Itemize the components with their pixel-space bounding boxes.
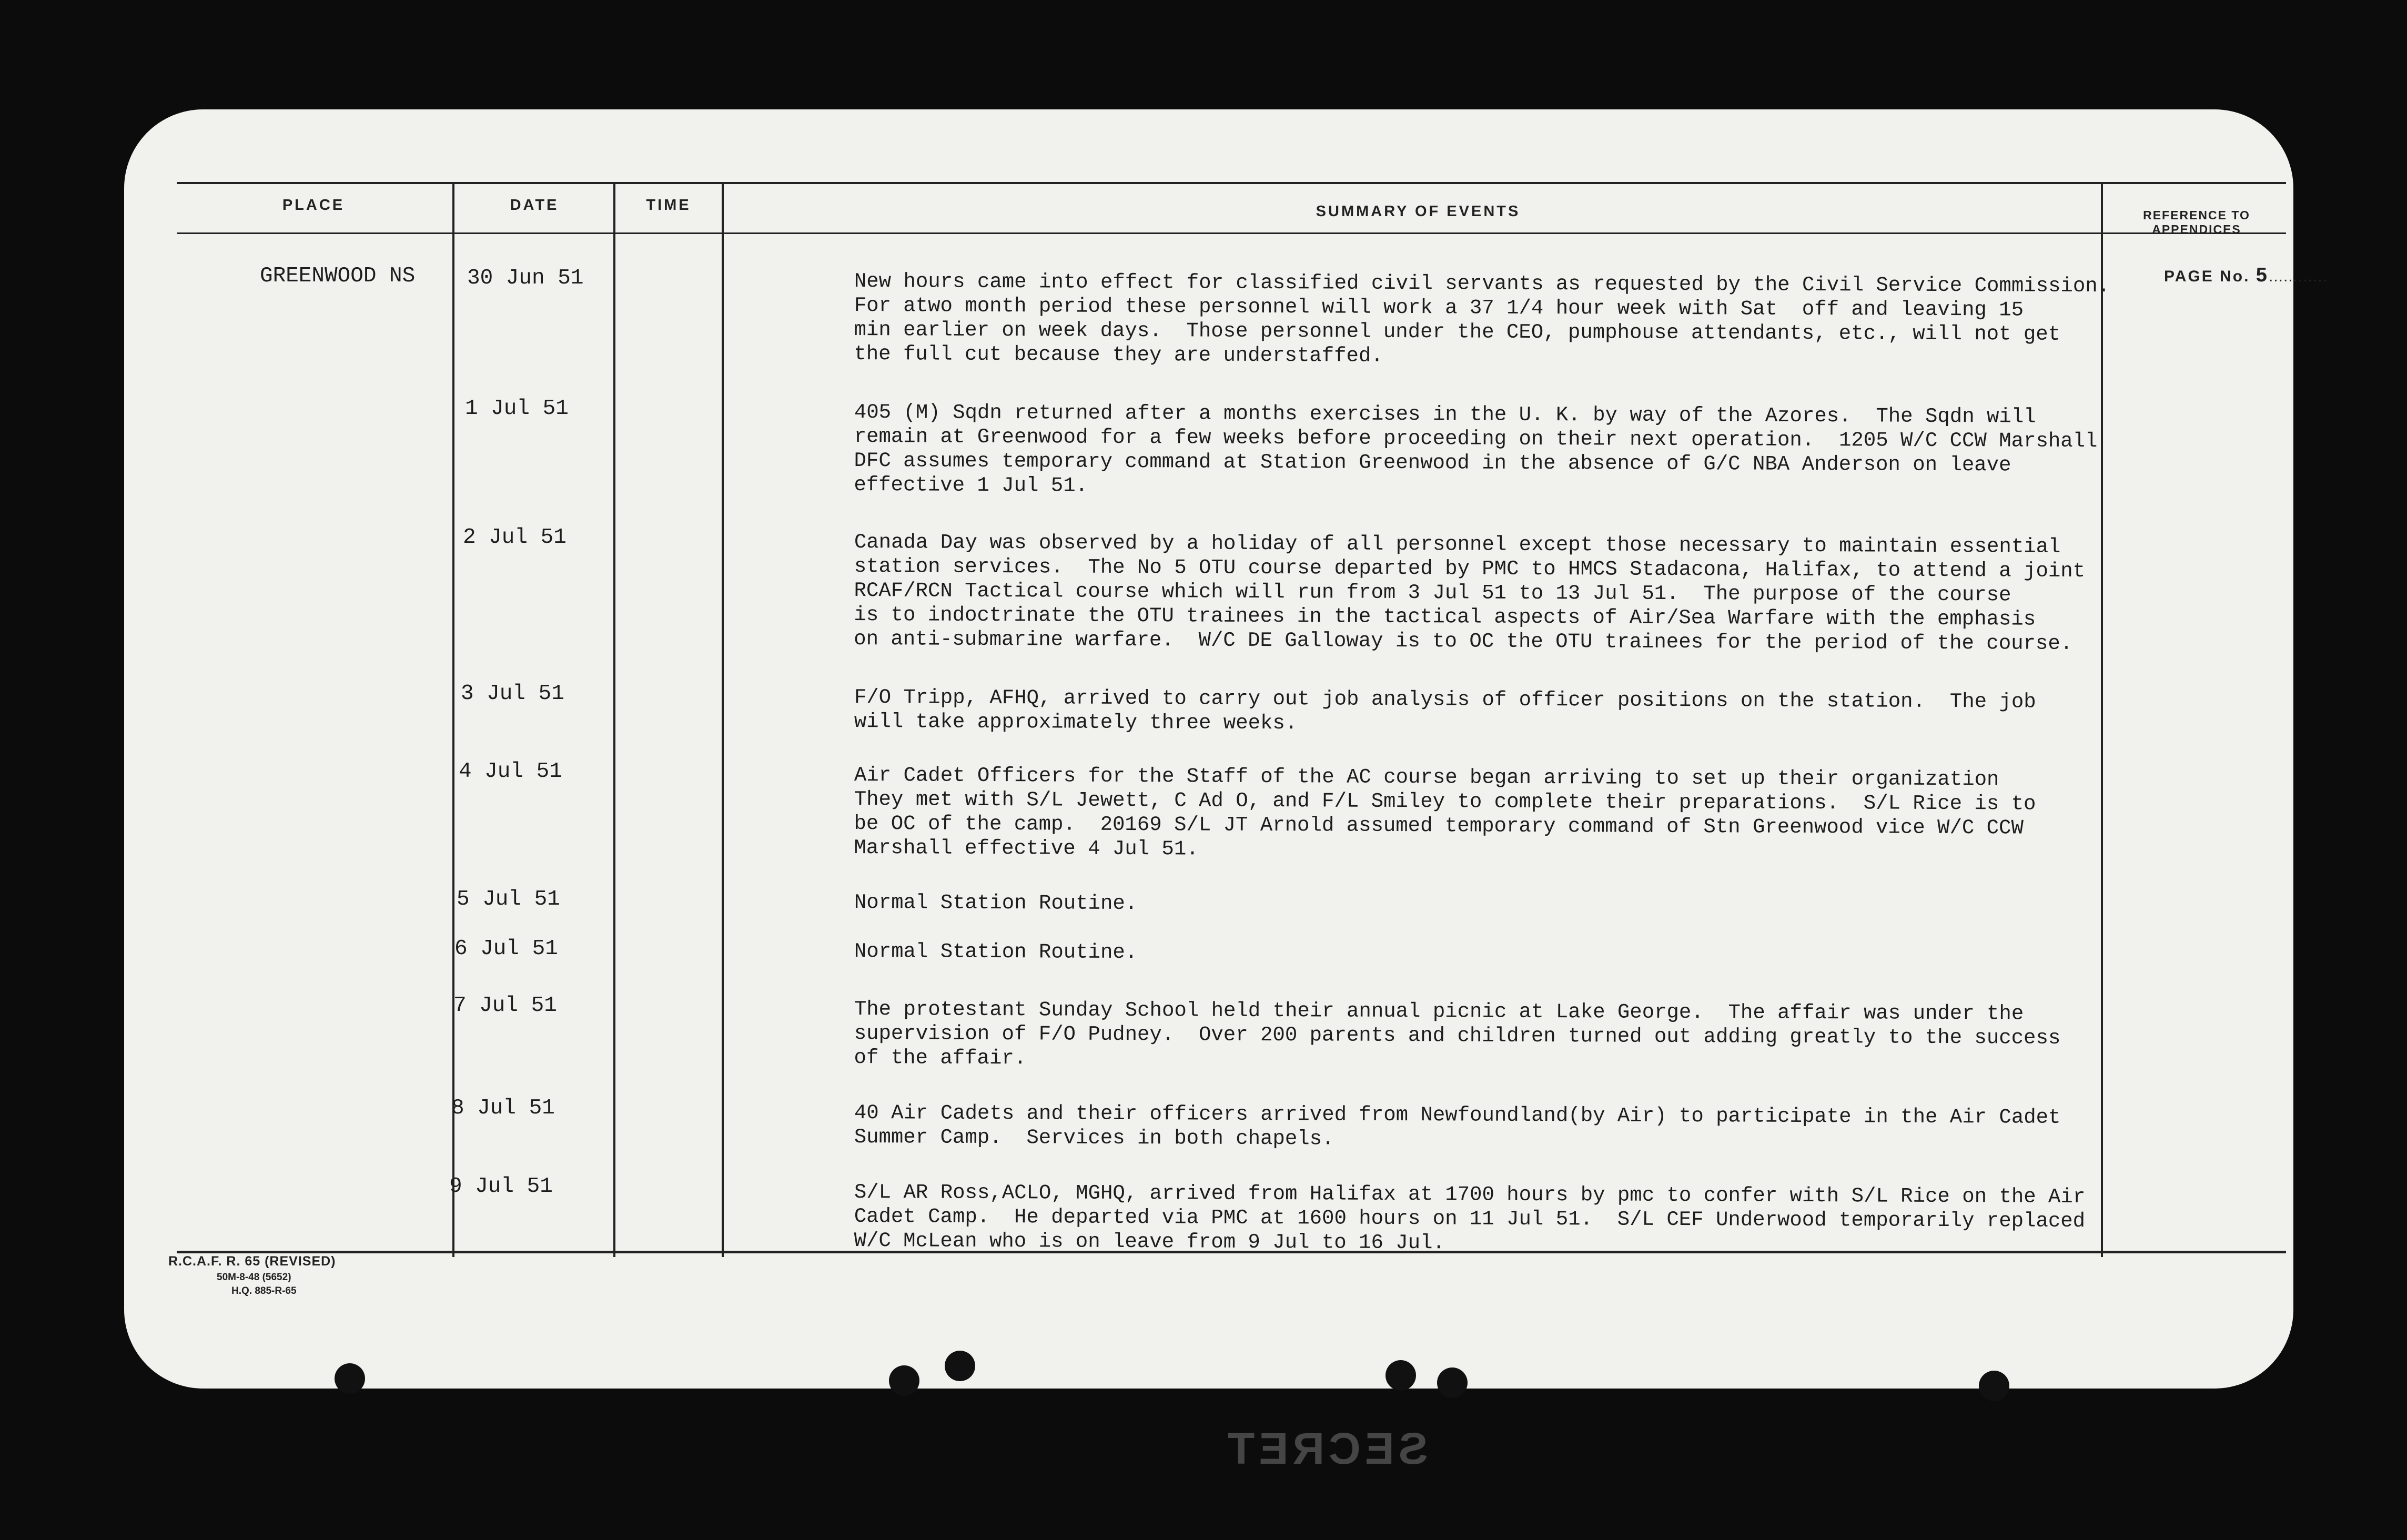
entry-date: 6 Jul 51 [454, 937, 558, 961]
entry-date: 30 Jun 51 [467, 266, 584, 290]
entry-summary [854, 685, 2211, 739]
binder-hole [1979, 1371, 2009, 1401]
entry-summary [854, 1101, 2211, 1154]
header-place: PLACE [282, 197, 345, 214]
header-reference-line2: APPENDICES [2152, 222, 2241, 236]
entry-line: Normal Station Routine. [854, 940, 1138, 965]
entry-summary [854, 763, 2211, 865]
header-date: DATE [510, 197, 559, 214]
entry-line: 405 (M) Sqdn returned after a months exercises in the U. K. by way of the Azores. The Sqdn will [854, 401, 2036, 429]
entry-line: DFC assumes temporary command at Station Greenwood in the absence of G/C NBA Anderson on leave [854, 449, 2011, 477]
column-rule-time [722, 182, 724, 1257]
form-print-code: 50M-8-48 (5652) [217, 1272, 291, 1283]
place-value: GREENWOOD NS [260, 264, 416, 288]
entry-date: 2 Jul 51 [463, 525, 567, 550]
header-top-rule [177, 182, 2286, 184]
binder-hole [335, 1363, 365, 1394]
binder-hole [945, 1351, 975, 1381]
page-number-label: PAGE No. [2164, 268, 2250, 285]
entry-line: Canada Day was observed by a holiday of all personnel except those necessary to maintain essential [854, 531, 2061, 559]
entry-line: station services. The No 5 OTU course departed by PMC to HMCS Stadacona, Halifax, to attend a joint [854, 554, 2086, 583]
entry-date: 1 Jul 51 [465, 397, 569, 421]
entry-line: S/L AR Ross,ACLO, MGHQ, arrived from Halifax at 1700 hours by pmc to confer with S/L Rice on the Air [854, 1181, 2086, 1209]
entry-date: 9 Jul 51 [449, 1174, 553, 1199]
secret-watermark: SECRET [1223, 1424, 1428, 1473]
entry-line: will take approximately three weeks. [854, 710, 1298, 735]
entry-line: New hours came into effect for classified civil servants as requested by the Civil Service Commission. [854, 270, 2110, 298]
entry-line: min earlier on week days. Those personnel under the CEO, pumphouse attendants, etc., will not get [854, 318, 2061, 346]
entry-line: Marshall effective 4 Jul 51. [854, 836, 1199, 861]
entry-date: 5 Jul 51 [457, 887, 560, 911]
entry-line: supervision of F/O Pudney. Over 200 parents and children turned out adding greatly to the success [854, 1021, 2061, 1050]
entry-date: 3 Jul 51 [461, 682, 564, 706]
header-time: TIME [646, 197, 691, 214]
header-reference [2107, 208, 2286, 237]
entry-date: 4 Jul 51 [459, 759, 562, 784]
binder-hole [889, 1365, 919, 1396]
entry-summary [854, 269, 2211, 371]
entry-summary [854, 400, 2211, 502]
entry-line: is to indoctrinate the OTU trainees in the tactical aspects of Air/Sea Warfare with the emphasis [854, 603, 2036, 631]
entry-line: on anti-submarine warfare. W/C DE Galloway is to OC the OTU trainees for the period of the course. [854, 627, 2073, 655]
entry-line: RCAF/RCN Tactical course which will run from 3 Jul 51 to 13 Jul 51. The purpose of the course [854, 579, 2011, 607]
entry-summary [854, 890, 2211, 920]
entry-date: 8 Jul 51 [451, 1096, 555, 1120]
binder-hole [1385, 1360, 1416, 1391]
entry-line: be OC of the camp. 20169 S/L JT Arnold assumed temporary command of Stn Greenwood vice W/C CCW [854, 812, 2024, 840]
entry-line: of the affair. [854, 1046, 1027, 1070]
form-number: R.C.A.F. R. 65 (REVISED) [168, 1254, 336, 1269]
entry-summary [854, 1180, 2211, 1258]
page-number-dots: ............ [2268, 268, 2328, 285]
header-bottom-rule [177, 232, 2286, 234]
entry-line: the full cut because they are understaffed. [854, 342, 1383, 368]
entry-summary [854, 997, 2211, 1075]
entry-line: W/C McLean who is on leave from 9 Jul to 16 Jul. [854, 1229, 1445, 1255]
entry-line: 40 Air Cadets and their officers arrived from Newfoundland(by Air) to participate in the Air Cadet [854, 1101, 2061, 1129]
column-rule-date [613, 182, 615, 1257]
entry-line: Normal Station Routine. [854, 891, 1138, 916]
header-reference-line1: REFERENCE TO [2143, 208, 2250, 222]
entry-line: They met with S/L Jewett, C Ad O, and F/L Smiley to complete their preparations. S/L Rice is to [854, 787, 2036, 816]
entry-line: Summer Camp. Services in both chapels. [854, 1125, 1334, 1151]
entry-line: effective 1 Jul 51. [854, 473, 1088, 498]
header-summary: SUMMARY OF EVENTS [1316, 203, 1521, 220]
form-hq-code: H.Q. 885-R-65 [231, 1285, 297, 1296]
entry-line: Air Cadet Officers for the Staff of the AC course began arriving to set up their organization [854, 764, 1999, 792]
entry-line: F/O Tripp, AFHQ, arrived to carry out job analysis of officer positions on the station. The job [854, 686, 2036, 714]
entry-summary [854, 530, 2211, 656]
entry-line: The protestant Sunday School held their annual picnic at Lake George. The affair was under the [854, 998, 2024, 1026]
page-number-value: 5 [2256, 264, 2269, 286]
entry-date: 7 Jul 51 [453, 994, 557, 1018]
log-sheet [124, 109, 2328, 1473]
entry-line: For atwo month period these personnel will work a 37 1/4 hour week with Sat off and leaving 15 [854, 293, 2024, 322]
entry-line: remain at Greenwood for a few weeks before proceeding on their next operation. 1205 W/C CCW Marshall [854, 424, 2098, 453]
binder-hole [1437, 1367, 1468, 1398]
entry-summary [854, 939, 2211, 969]
entry-line: Cadet Camp. He departed via PMC at 1600 hours on 11 Jul 51. S/L CEF Underwood temporarily replaced [854, 1204, 2086, 1233]
